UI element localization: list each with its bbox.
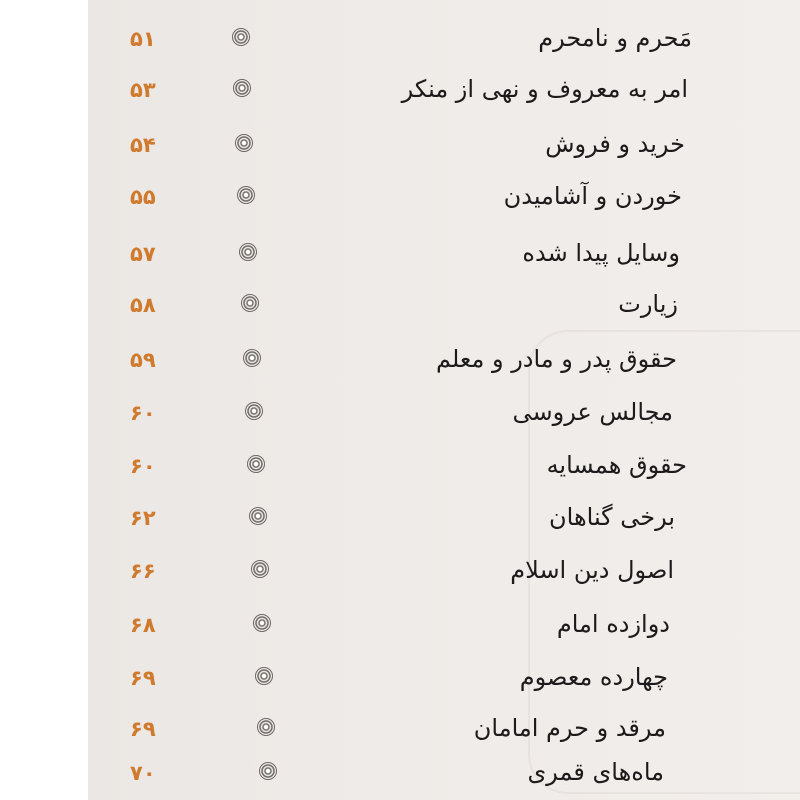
toc-entry bbox=[88, 441, 800, 493]
rosette-icon bbox=[235, 134, 253, 152]
toc-entry bbox=[88, 748, 800, 800]
toc-entry-title: چهارده معصوم bbox=[519, 663, 668, 691]
toc-entry-title: خرید و فروش bbox=[545, 130, 685, 158]
toc-page-number: ۵۵ bbox=[130, 185, 156, 209]
toc-entry-title: اصول دین اسلام bbox=[510, 556, 674, 584]
rosette-icon bbox=[243, 349, 261, 367]
rosette-icon bbox=[232, 28, 250, 46]
toc-page-number: ۷۰ bbox=[130, 761, 156, 785]
toc-entry-title: مرقد و حرم امامان bbox=[473, 714, 666, 742]
toc-entry bbox=[88, 120, 800, 172]
toc-page-number: ۵۳ bbox=[130, 78, 156, 102]
toc-entry-title: وسایل پیدا شده bbox=[522, 239, 680, 267]
toc-page-number: ۵۹ bbox=[130, 348, 156, 372]
toc-page-number: ۶۹ bbox=[130, 666, 156, 690]
table-of-contents bbox=[88, 0, 800, 800]
rosette-icon bbox=[257, 718, 275, 736]
toc-entry bbox=[88, 388, 800, 440]
rosette-icon bbox=[233, 79, 251, 97]
rosette-icon bbox=[239, 243, 257, 261]
toc-entry bbox=[88, 600, 800, 652]
toc-entry bbox=[88, 280, 800, 332]
toc-entry-title: مَحرم و نامحرم bbox=[538, 24, 692, 52]
toc-entry bbox=[88, 335, 800, 387]
rosette-icon bbox=[255, 667, 273, 685]
toc-page-number: ۵۷ bbox=[130, 242, 156, 266]
book-page bbox=[88, 0, 800, 800]
toc-entry bbox=[88, 546, 800, 598]
toc-entry-title: مجالس عروسی bbox=[512, 398, 673, 426]
rosette-icon bbox=[251, 560, 269, 578]
toc-page-number: ۵۴ bbox=[130, 133, 156, 157]
toc-entry bbox=[88, 14, 800, 66]
toc-entry-title: برخی گناهان bbox=[549, 503, 675, 531]
rosette-icon bbox=[245, 402, 263, 420]
toc-entry bbox=[88, 172, 800, 224]
toc-page-number: ۶۶ bbox=[130, 559, 156, 583]
toc-entry-title: ماه‌های قمری bbox=[527, 758, 664, 786]
toc-page-number: ۶۰ bbox=[130, 454, 156, 478]
toc-page-number: ۶۹ bbox=[130, 717, 156, 741]
toc-page-number: ۶۰ bbox=[130, 401, 156, 425]
toc-entry-title: حقوق پدر و مادر و معلم bbox=[436, 345, 677, 373]
rosette-icon bbox=[253, 614, 271, 632]
toc-entry-title: زیارت bbox=[618, 290, 678, 318]
toc-entry-title: امر به معروف و نهی از منکر bbox=[401, 75, 688, 103]
toc-entry bbox=[88, 493, 800, 545]
toc-page-number: ۵۱ bbox=[130, 27, 156, 51]
rosette-icon bbox=[249, 507, 267, 525]
toc-entry-title: خوردن و آشامیدن bbox=[503, 182, 682, 210]
toc-page-number: ۶۸ bbox=[130, 613, 156, 637]
toc-entry-title: دوازده امام bbox=[556, 610, 670, 638]
toc-page-number: ۵۸ bbox=[130, 293, 156, 317]
rosette-icon bbox=[247, 455, 265, 473]
toc-entry bbox=[88, 229, 800, 281]
toc-entry-title: حقوق همسایه bbox=[546, 451, 687, 479]
toc-entry bbox=[88, 65, 800, 117]
toc-page-number: ۶۲ bbox=[130, 506, 156, 530]
rosette-icon bbox=[259, 762, 277, 780]
rosette-icon bbox=[241, 294, 259, 312]
toc-entry bbox=[88, 653, 800, 705]
rosette-icon bbox=[237, 186, 255, 204]
